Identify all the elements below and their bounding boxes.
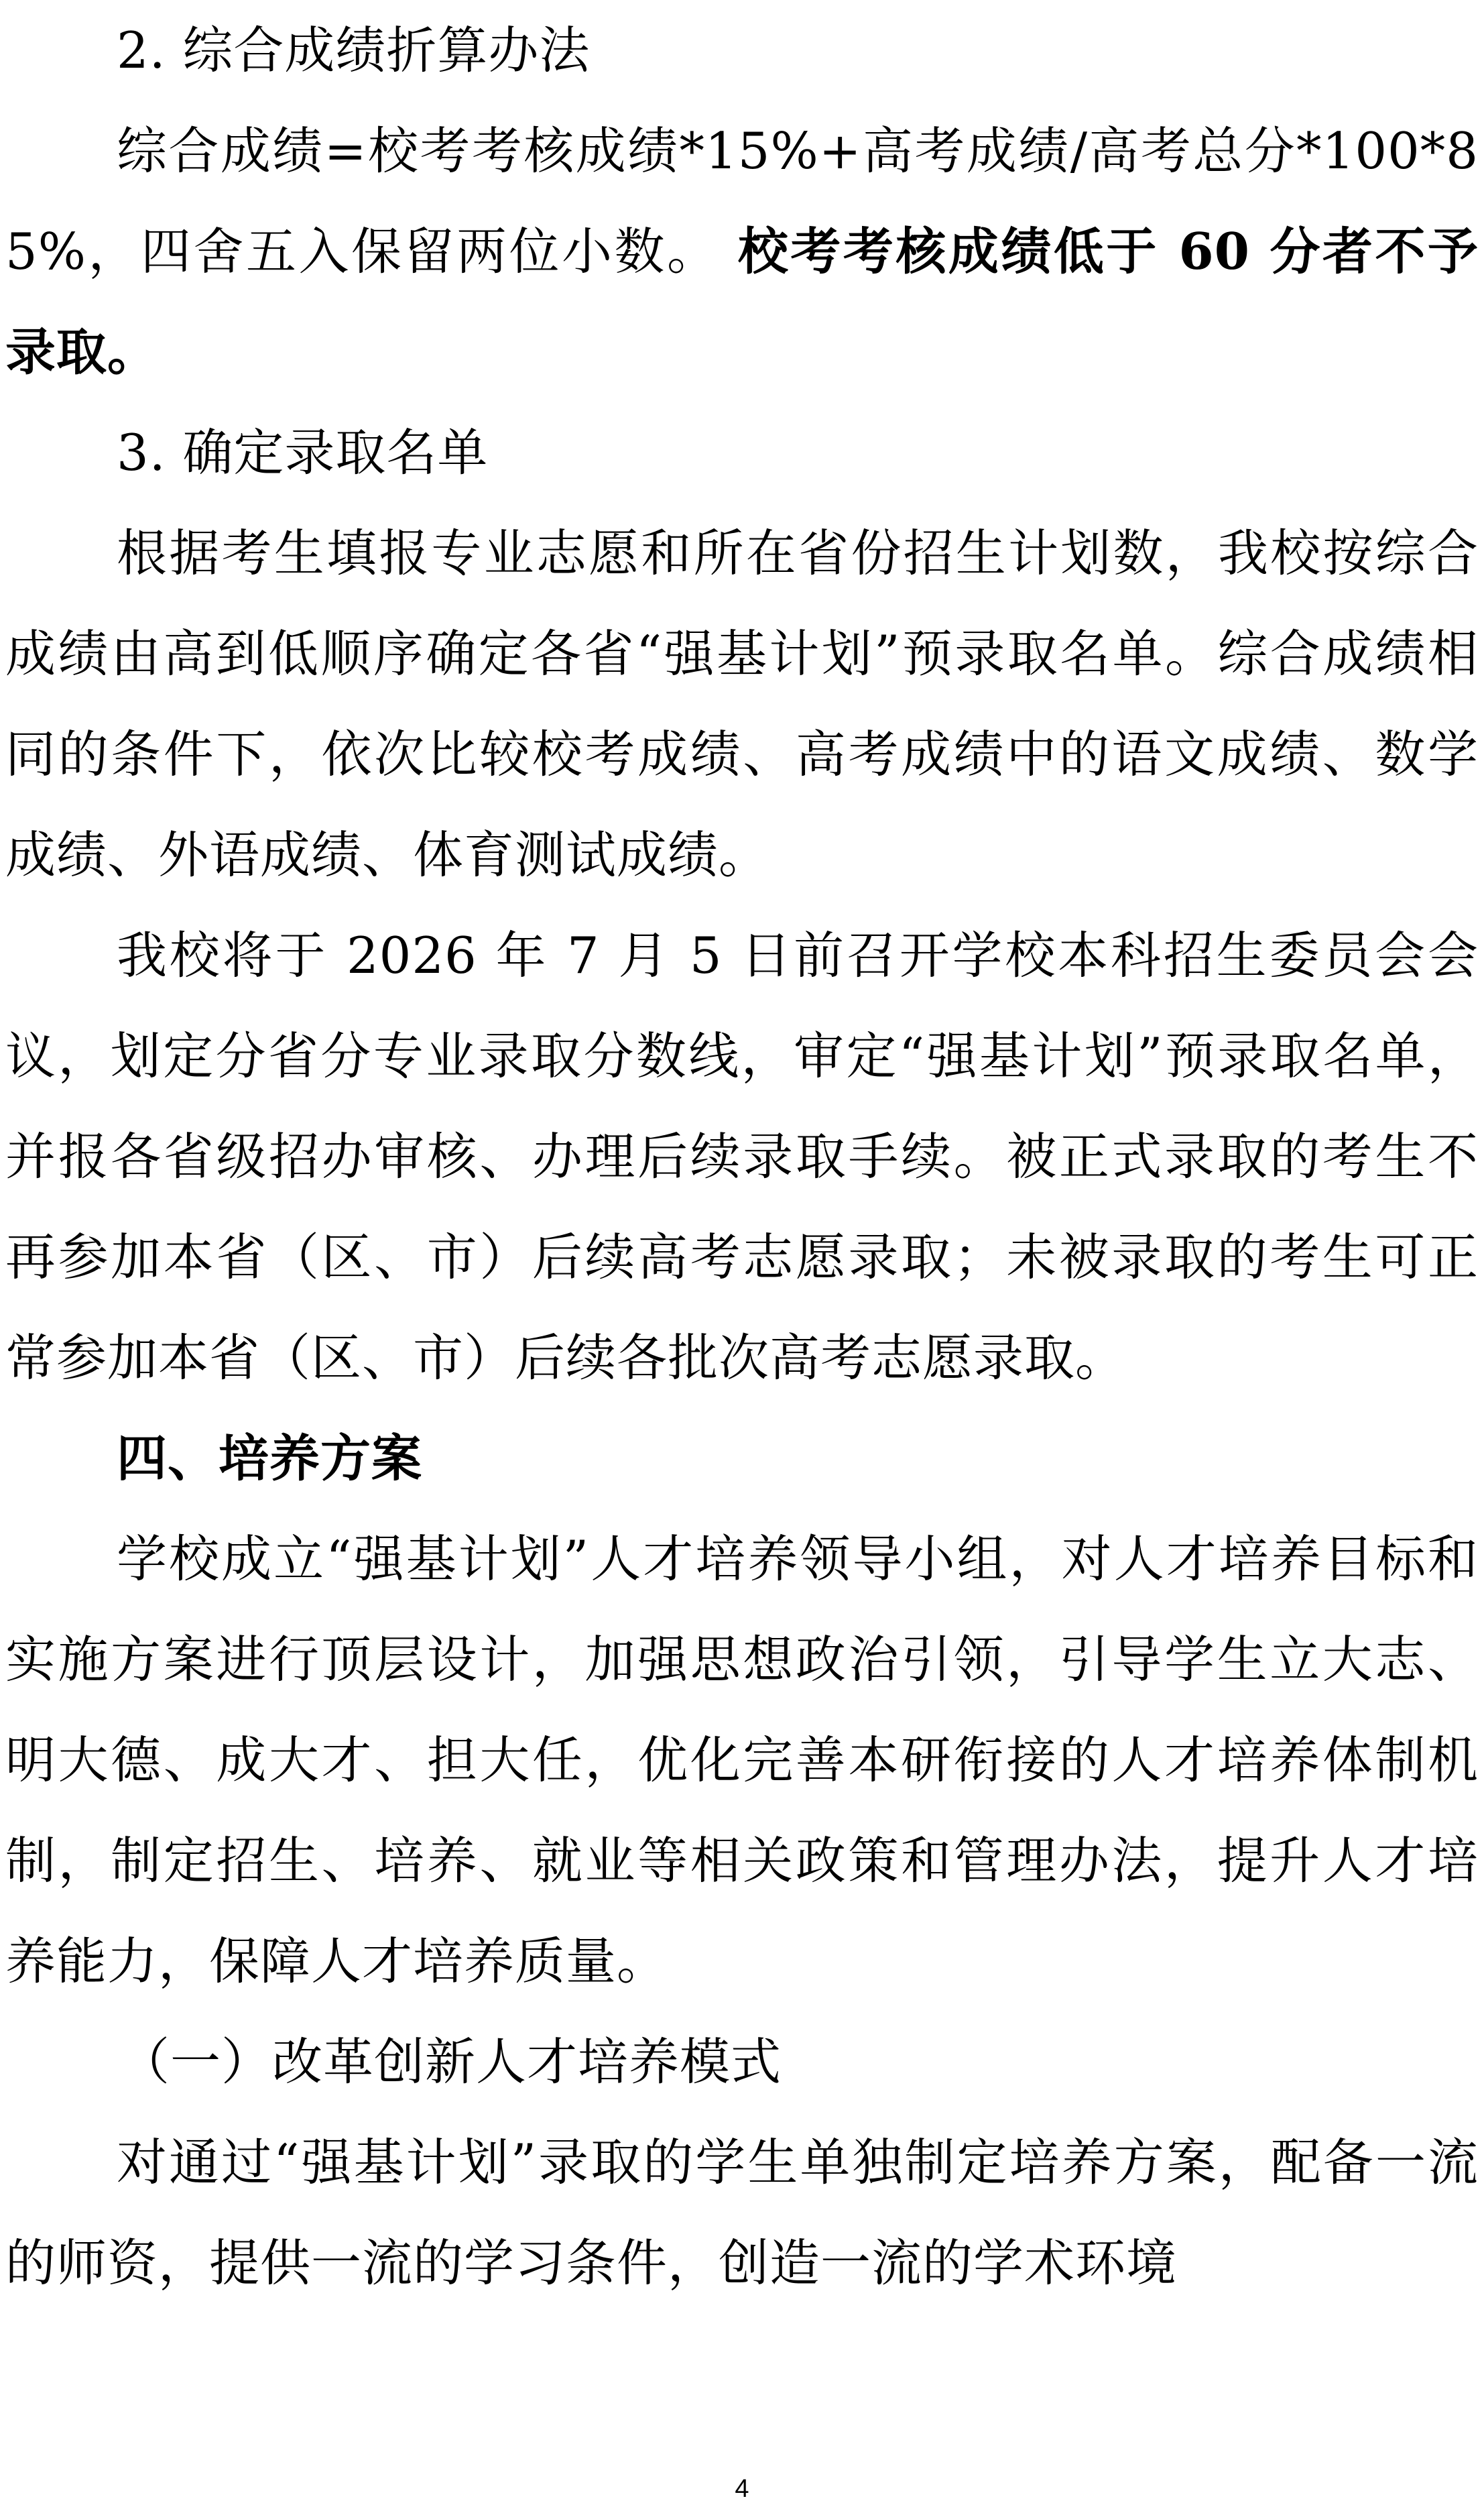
paragraph-ranking: 根据考生填报专业志愿和所在省份招生计划数，我校按综合成绩由高到低顺序确定各省“强基计划”预录取名单。综合成绩相同的条件下，依次比较校考成绩、高考成绩中的语文成绩、数学成绩、外语成绩、体育测试成绩。	[5, 524, 1479, 884]
formula-text: 综合成绩=校考考核成绩*15%+高考成绩/高考总分*100*85%，四舍五入保留两位小数。	[5, 121, 1479, 281]
paragraph-meeting: 我校将于 2026 年 7 月 5 日前召开学校本科招生委员会会议，划定分省分专业录取分数线，审定“强基计划”预录取名单，并报各省级招办审核、办理后续录取手续。被正式录取的考生不再参加本省（区、市）后续高考志愿录取；未被录取的考生可正常参加本省（区、市）后续各批次高考志愿录取。	[5, 926, 1479, 1387]
paragraph-training: 学校成立“强基计划”人才培养领导小组，对人才培养目标和实施方案进行顶层设计，加强思想政治引领，引导学生立大志、明大德、成大才、担大任，优化完善本研衔接的人才培养体制机制，制定招生、培养、就业等相关政策和管理办法，提升人才培养能力，保障人才培养质量。	[5, 1529, 1479, 1991]
formula-bold-note: 校考考核成绩低于 60 分者不予录取。	[5, 222, 1479, 382]
sub-heading-score-conversion: 2. 综合成绩折算办法	[117, 21, 591, 80]
section-heading-training-plan: 四、培养方案	[117, 1429, 423, 1488]
sub-heading-reform: （一）改革创新人才培养模式	[119, 2032, 782, 2091]
paragraph-formula	[5, 101, 1479, 402]
page-number: 4	[735, 2475, 749, 2503]
sub-heading-admission-list: 3. 确定录取名单	[117, 423, 489, 482]
document-body	[5, 0, 1479, 2313]
paragraph-reform: 对通过“强基计划”录取的学生单独制定培养方案，配备一流的师资，提供一流的学习条件，创造一流的学术环境	[5, 2133, 1479, 2292]
